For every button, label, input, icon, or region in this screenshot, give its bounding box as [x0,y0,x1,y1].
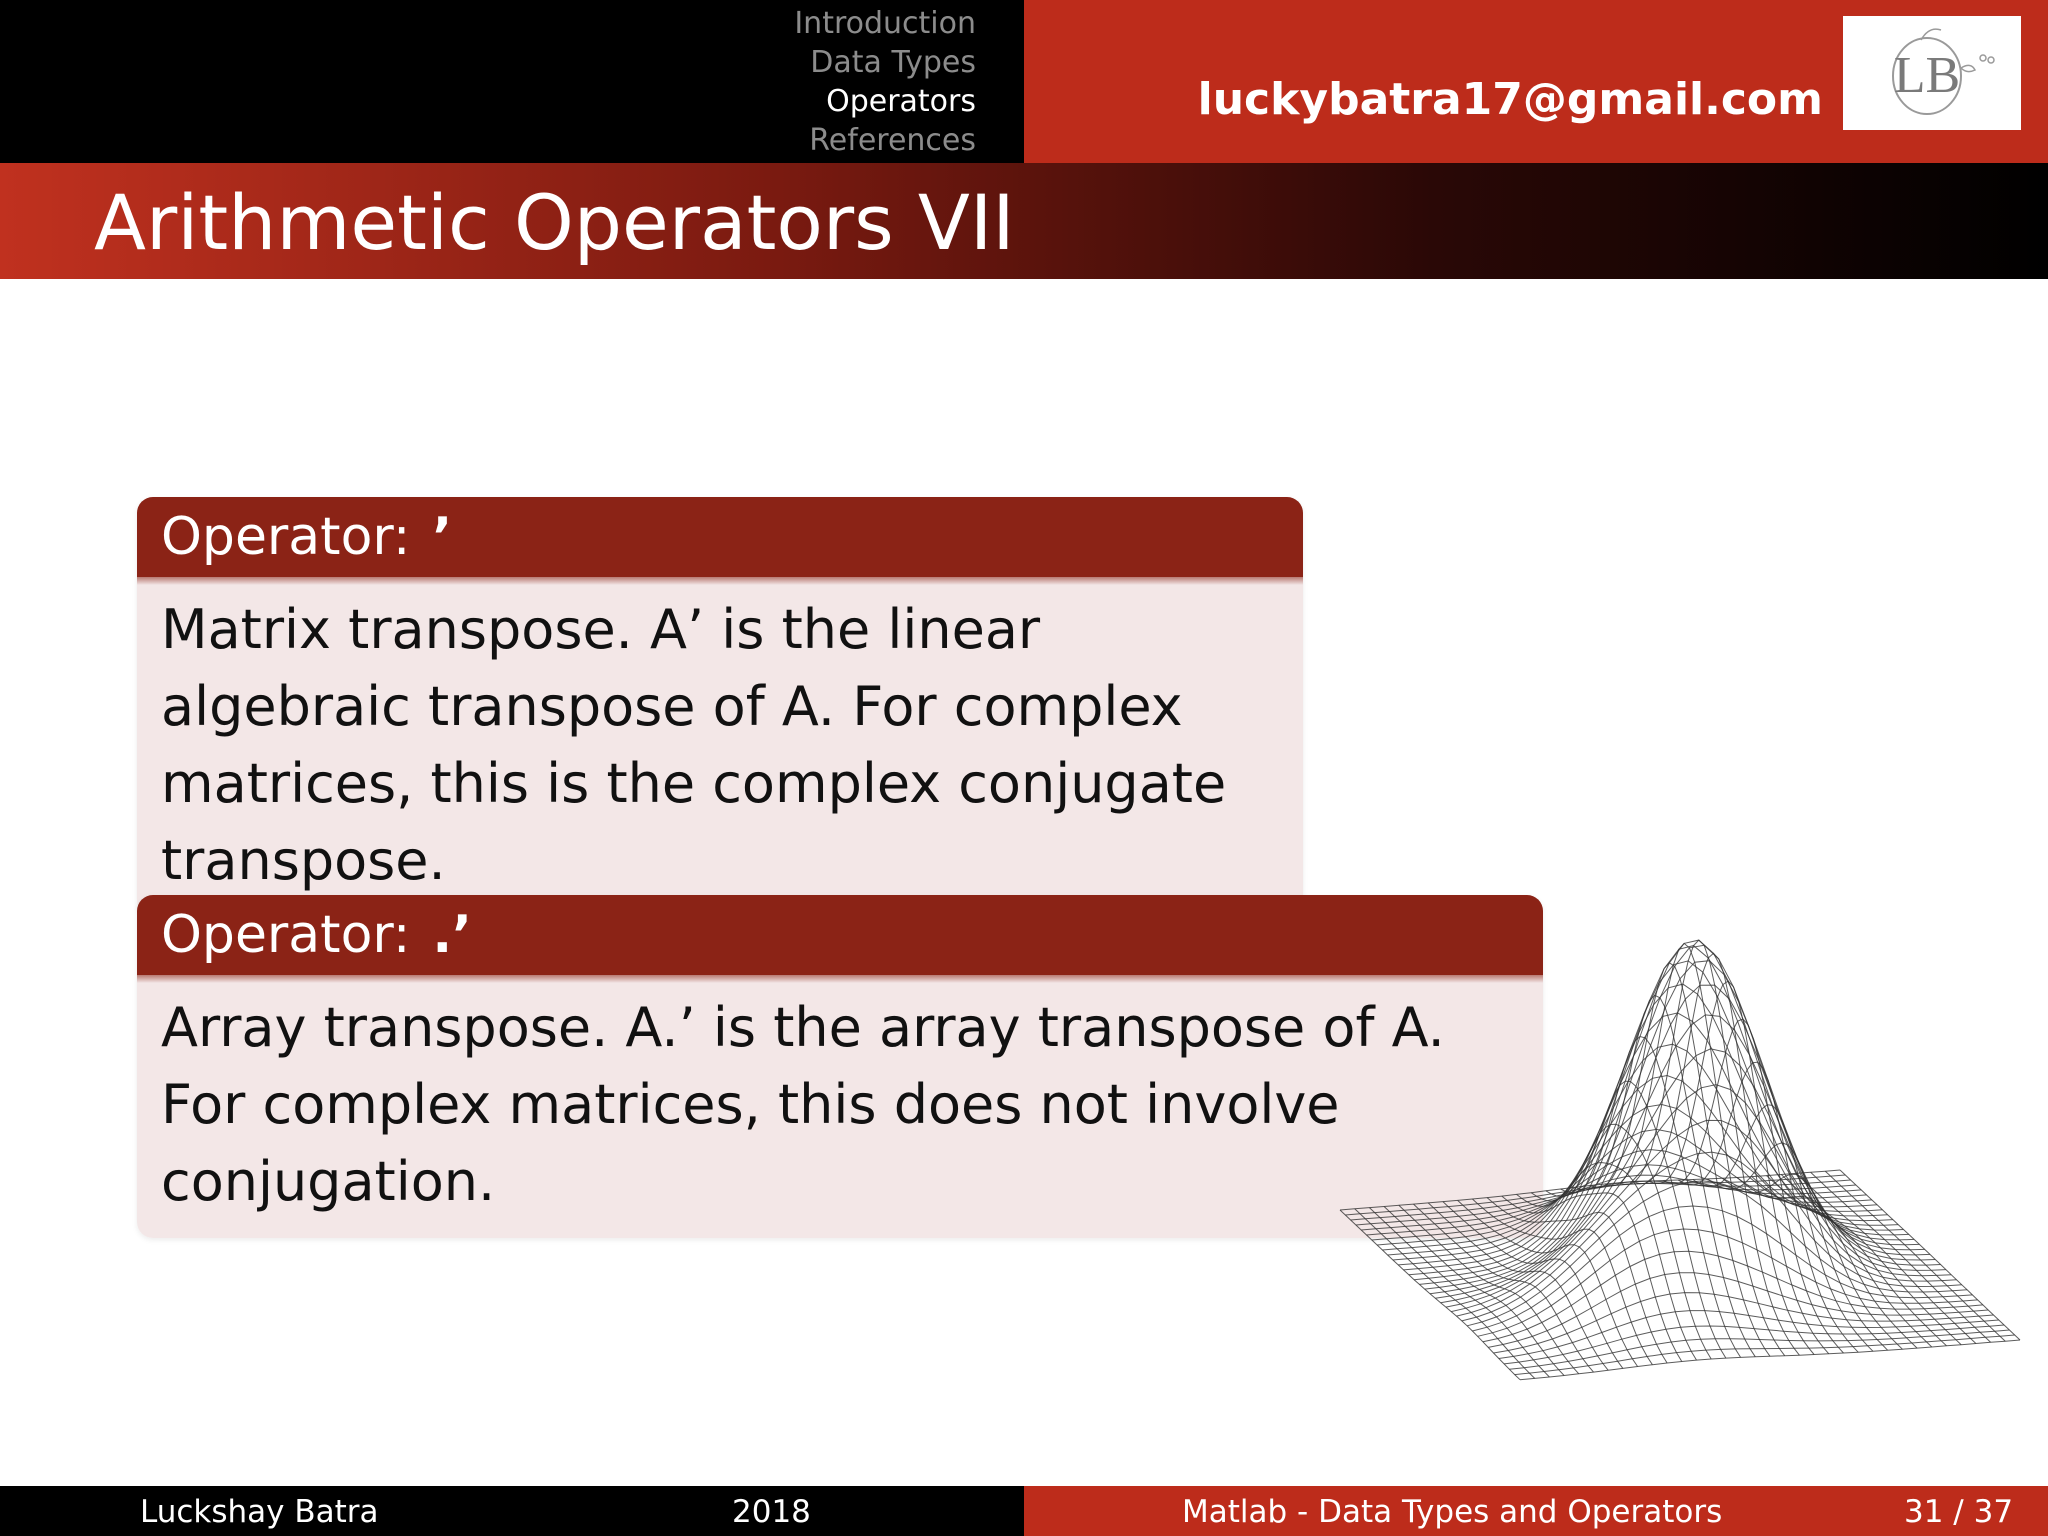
footer-right-panel [1024,1486,2048,1536]
mesh-line [1472,1199,1652,1365]
nav-item-references[interactable]: References [809,123,976,158]
nav-item-data-types[interactable]: Data Types [810,45,976,80]
mesh-line [1430,961,1930,1294]
nav-item-operators[interactable]: Operators [826,84,976,119]
footer-year: 2018 [732,1494,811,1530]
mesh-surface-illustration [1330,870,2030,1410]
block-operator-symbol: ’ [432,507,453,567]
header-nav-panel [0,0,1024,163]
contact-email: luckybatra17@gmail.com [1197,74,1823,125]
mesh-line [1393,1044,1893,1260]
section-navigation [794,4,976,160]
mesh-line [1414,946,1914,1280]
operator-block-transpose [137,497,1303,917]
mesh-line [1515,1335,2015,1375]
slide-header [0,0,2048,163]
block-body-text: Array transpose. A.’ is the array transpose of A. For complex matrices, this does not involve conjugation. [137,975,1543,1238]
lb-logo-icon [1843,16,2021,130]
footer-page-number: 31 / 37 [1904,1494,2014,1530]
lb-logo [1843,16,2021,130]
mesh-line [1382,1105,1882,1251]
mesh-line [1457,1120,1957,1316]
footer-left-panel [0,1486,1024,1536]
slide-footer [0,1486,2048,1536]
mesh-line [1520,1340,2020,1380]
mesh-line [1605,943,1785,1355]
block-heading-label: Operator: [161,507,411,567]
block-heading-label: Operator: [161,905,411,965]
footer-author: Luckshay Batra [140,1494,379,1530]
footer-subject: Matlab - Data Types and Operators [1182,1494,1723,1530]
block-body-text: Matrix transpose. A’ is the linear algebraic transpose of A. For complex matrices, this is the complex conjugate transpose. [137,577,1303,917]
nav-item-introduction[interactable]: Introduction [794,6,976,41]
logo-letters: LB [1893,47,1961,104]
mesh-line [1345,1175,1845,1215]
mesh-line [1446,1049,1946,1307]
block-heading [137,497,1303,577]
slide-title: Arithmetic Operators VII [94,178,1015,267]
title-bar [0,163,2048,279]
block-operator-symbol: .’ [432,905,472,965]
